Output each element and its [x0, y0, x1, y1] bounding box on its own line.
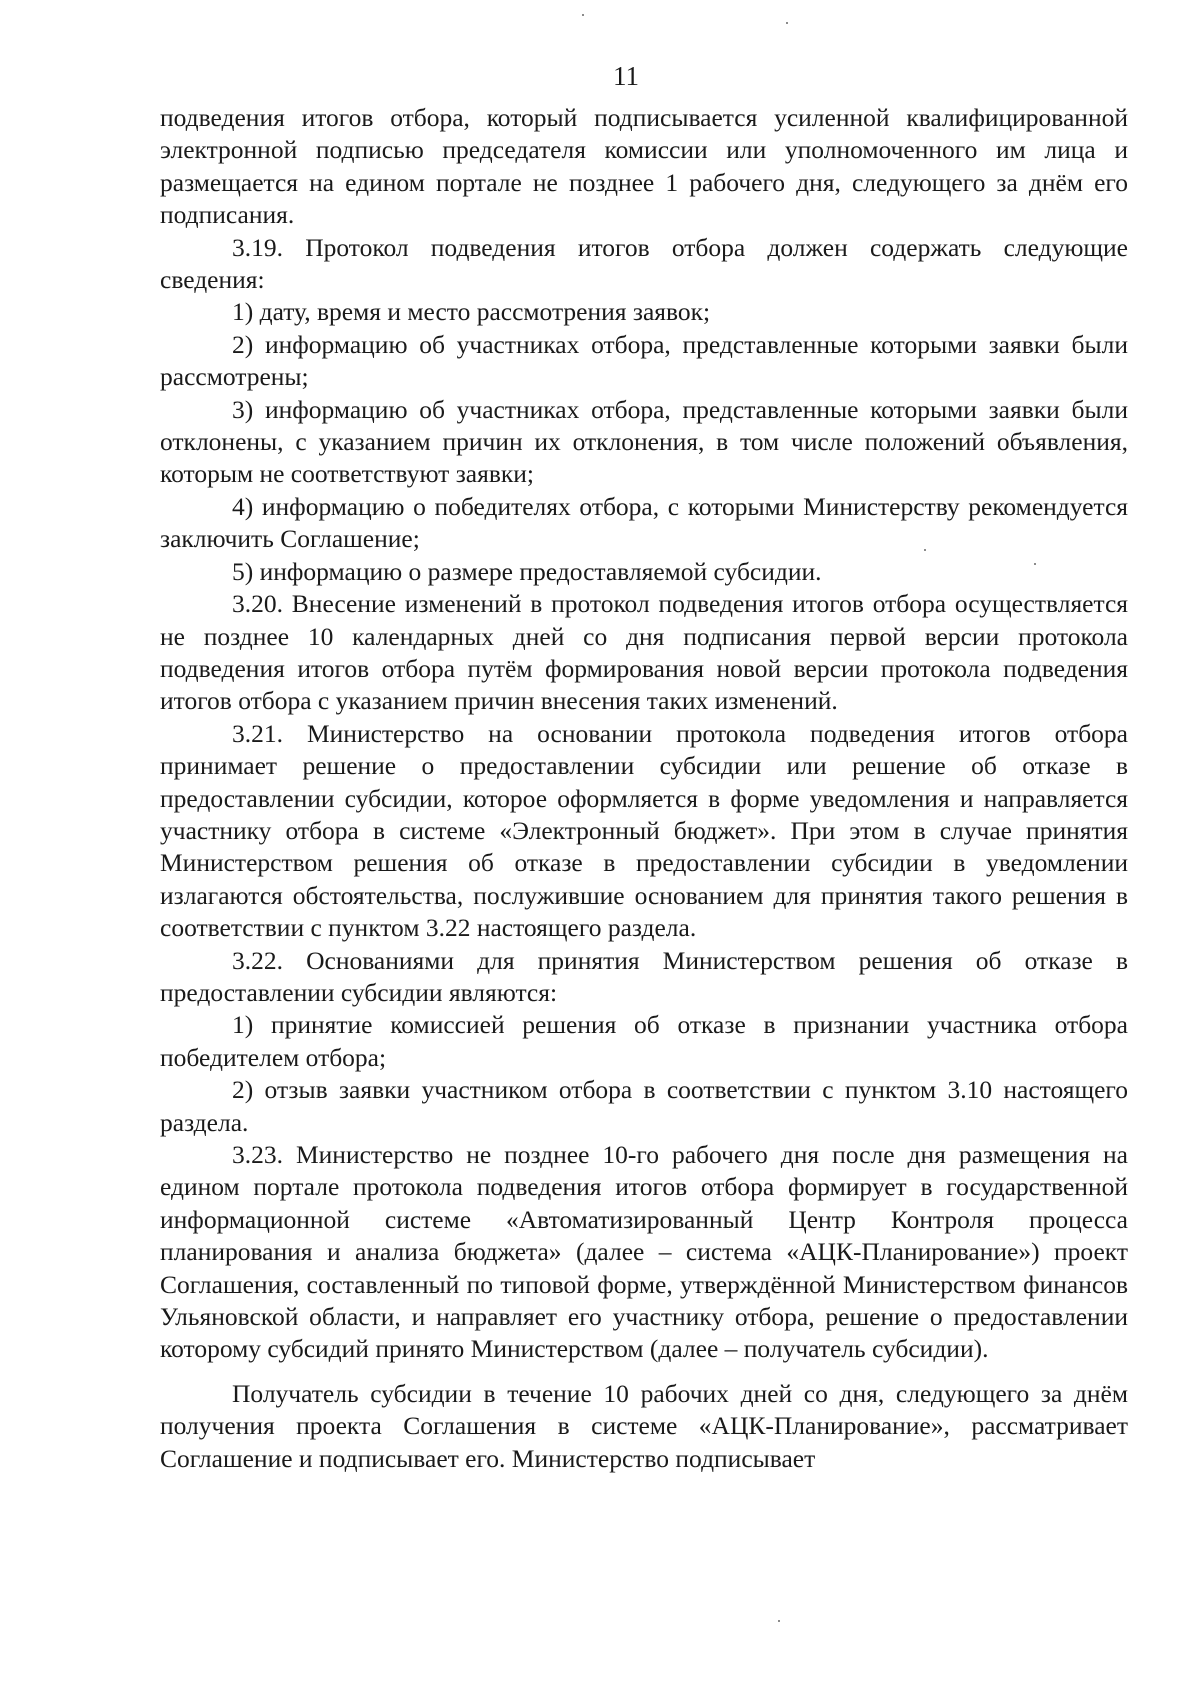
scan-speck	[924, 549, 926, 551]
list-item-3-19-4: 4) информацию о победителях отбора, с которыми Министерству рекомендуется заключить Соглашение;	[160, 491, 1128, 554]
page-number: 11	[613, 61, 639, 91]
scan-speck	[778, 1620, 780, 1622]
paragraph-3-20: 3.20. Внесение изменений в протокол подведения итогов отбора осуществляется не позднее 10 календарных дней со дня подписания первой версии протокола подведения итогов отбора путём формирования новой версии протокола подведения итогов отбора с указанием причин внесения таких изменений.	[160, 589, 1128, 716]
paragraph-3-22: 3.22. Основаниями для принятия Министерством решения об отказе в предоставлении субсидии являются:	[160, 945, 1128, 1007]
paragraph-continuation: подведения итогов отбора, который подписывается усиленной квалифицированной электронной подписью председателя комиссии или уполномоченного им лица и размещается на едином портале не позднее 1 рабочего дня, следующего за днём его подписания.	[160, 103, 1128, 230]
document-body	[160, 102, 1128, 1475]
paragraph-3-21: 3.21. Министерство на основании протокола подведения итогов отбора принимает решение о предоставлении субсидии или решение об отказе в предоставлении субсидии, которое оформляется в форме уведомления и направляется участнику отбора в системе «Электронный бюджет». При этом в случае принятия Министерством решения об отказе в предоставлении субсидии в уведомлении излагаются обстоятельства, послужившие основанием для принятия такого решения в соответствии с пунктом 3.22 настоящего раздела.	[160, 718, 1128, 943]
list-item-3-19-1: 1) дату, время и место рассмотрения заявок;	[232, 297, 711, 327]
scan-speck	[582, 14, 584, 16]
list-item-3-19-3: 3) информацию об участниках отбора, представленные которыми заявки были отклонены, с указанием причин их отклонения, в том числе положений объявления, которым не соответствуют заявки;	[160, 394, 1128, 489]
paragraph-recipient: Получатель субсидии в течение 10 рабочих дней со дня, следующего за днём получения проекта Соглашения в системе «АЦК-Планирование», рассматривает Соглашение и подписывает его. Министерство подписывает	[160, 1378, 1128, 1473]
list-item-3-19-2: 2) информацию об участниках отбора, представленные которыми заявки были рассмотрены;	[160, 329, 1128, 392]
list-item-3-22-1: 1) принятие комиссией решения об отказе в признании участника отбора победителем отбора;	[160, 1010, 1128, 1072]
list-item-3-22-2: 2) отзыв заявки участником отбора в соответствии с пунктом 3.10 настоящего раздела.	[160, 1075, 1128, 1137]
scan-speck	[1034, 563, 1036, 565]
list-item-3-19-5: 5) информацию о размере предоставляемой субсидии.	[232, 556, 822, 586]
paragraph-3-19: 3.19. Протокол подведения итогов отбора должен содержать следующие сведения:	[160, 232, 1128, 295]
paragraph-3-23: 3.23. Министерство не позднее 10-го рабочего дня после дня размещения на едином портале протокола подведения итогов отбора формирует в государственной информационной системе «Автоматизированный Центр Контроля процесса планирования и анализа бюджета» (далее – система «АЦК-Планирование») проект Соглашения, составленный по типовой форме, утверждённой Министерством финансов Ульяновской области, и направляет его участнику отбора, решение о предоставлении которому субсидий принято Министерством (далее – получатель субсидии).	[160, 1140, 1128, 1364]
scan-speck	[786, 22, 788, 24]
